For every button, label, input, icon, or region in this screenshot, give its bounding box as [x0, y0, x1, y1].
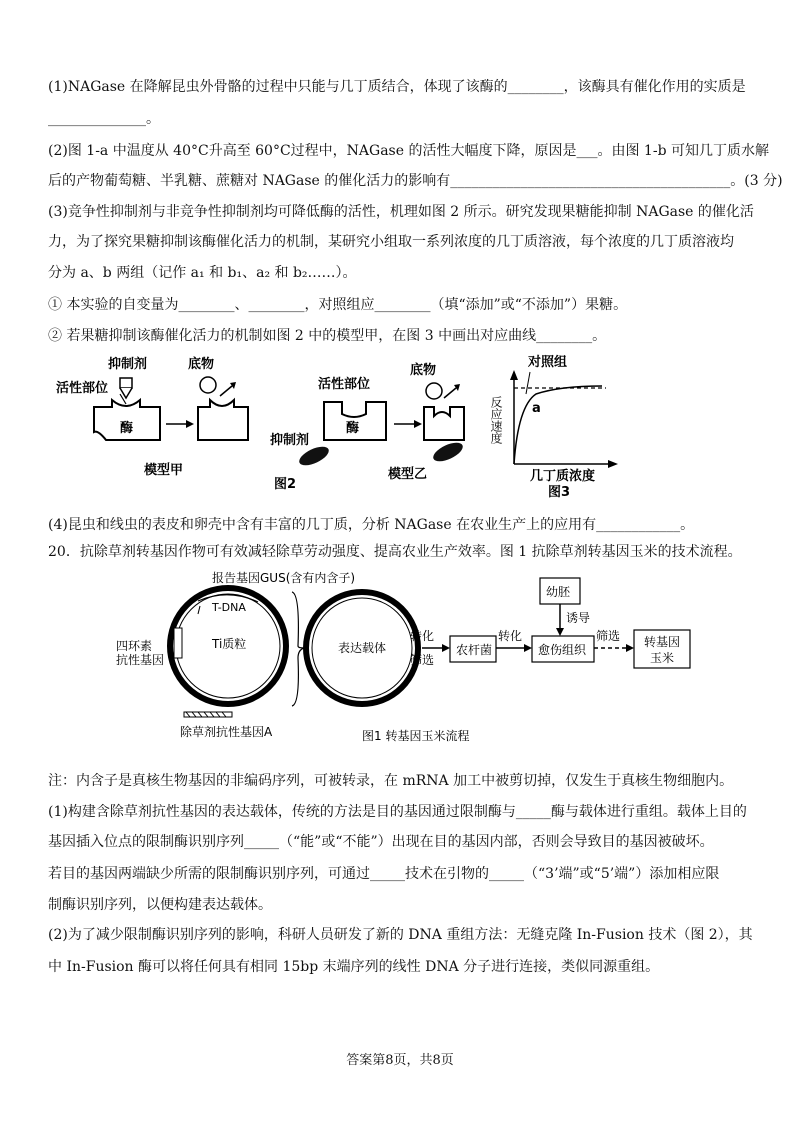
fig1-transform2: 转化	[498, 629, 523, 643]
page-footer: 答案第8页，共8页	[346, 1053, 454, 1068]
fig2-model-b-label: 模型乙	[388, 467, 428, 482]
q19-p3-line2: 力，为了探究果糖抑制该酶催化活力的机制，某研究小组取一系列浓度的几丁质溶液，每个浓度的几丁质溶液均	[48, 234, 734, 250]
q20-note: 注：内含子是真核生物基因的非编码序列，可被转录，在 mRNA 加工中被剪切掉，仅发生于真核生物细胞内。	[48, 773, 734, 789]
fig1-agro-label: 农杆菌	[456, 643, 493, 657]
fig2-enzyme-label: 酶	[120, 421, 134, 436]
fig1-transform1: 转化	[410, 629, 435, 643]
q20-intro: 20．抗除草剂转基因作物可有效减轻除草劳动强度、提高农业生产效率。图 1 抗除草剂转基因玉米的技术流程。	[48, 544, 742, 560]
fig1-screen2: 筛选	[596, 629, 621, 643]
fig1-tetra-label-1: 四环素	[116, 639, 153, 653]
inhibitor-shape	[120, 378, 132, 388]
q19-p3-item1: ① 本实验的自变量为________、________，对照组应________（填“添加”或“不添加”）果糖。	[48, 297, 628, 313]
fig3-control-label: 对照组	[528, 355, 568, 370]
q20-p2-line1: (2)为了减少限制酶识别序列的影响，科研人员研发了新的 DNA 重组方法：无缝克隆 In-Fusion 技术（图 2），其	[48, 927, 753, 943]
fig1-embryo-label: 幼胚	[546, 585, 571, 599]
figure-3-rate-curve	[484, 350, 624, 500]
fig1-callus-label: 愈伤组织	[538, 643, 587, 657]
enzyme-shape-a2	[198, 400, 248, 440]
figure-1-transgenic-flow	[100, 568, 700, 748]
figure-2-inhibition-models	[48, 352, 468, 497]
fig1-herbicide-label: 除草剂抗性基因A	[180, 725, 273, 739]
fig2-substrate-b-label: 底物	[410, 363, 437, 378]
q19-p2-line1: (2)图 1-a 中温度从 40°C升高至 60°C过程中，NAGase 的活性大幅度下降，原因是___。由图 1-b 可知几丁质水解	[48, 143, 769, 159]
fig2-active-site-b-label: 活性部位	[318, 377, 371, 392]
q19-p4: (4)昆虫和线虫的表皮和卵壳中含有丰富的几丁质，分析 NAGase 在农业生产上的应用有____________。	[48, 517, 695, 533]
fig2-inhibitor-b-label: 抑制剂	[270, 433, 310, 448]
q20-p1-line4: 制酶识别序列，以便构建表达载体。	[48, 897, 272, 913]
fig1-corn-label-2: 玉米	[650, 651, 675, 665]
fig2-caption: 图2	[274, 477, 297, 492]
fig1-gus-label: 报告基因GUS(含有内含子)	[212, 571, 356, 585]
fig1-ti-label: Ti质粒	[212, 637, 247, 651]
q19-p3-item2: ② 若果糖抑制该酶催化活力的机制如图 2 中的模型甲，在图 3 中画出对应曲线________。	[48, 328, 607, 344]
fig1-tdna-label: T-DNA	[212, 601, 246, 614]
fig1-corn-label-1: 转基因	[644, 635, 681, 649]
q19-p2-line2: 后的产物葡萄糖、半乳糖、蔗糖对 NAGase 的催化活力的影响有________________________________________。(3 分)	[48, 173, 783, 189]
enzyme-shape-b2	[424, 407, 464, 440]
fig1-tetra-label-2: 抗性基因	[116, 653, 165, 667]
q19-p1-line2: ______________。	[48, 111, 160, 127]
fig3-caption: 图3	[548, 485, 571, 500]
fig3-xlabel: 几丁质浓度	[530, 469, 596, 484]
fig2-active-site-label: 活性部位	[56, 381, 109, 396]
q19-p3-line3: 分为 a、b 两组（记作 a₁ 和 b₁、a₂ 和 b₂……）。	[48, 265, 357, 281]
fig2-enzyme-b-label: 酶	[346, 421, 360, 436]
q20-p1-line3: 若目的基因两端缺少所需的限制酶识别序列，可通过_____技术在引物的_____（“3’端”或“5’端”）添加相应限	[48, 866, 720, 882]
fig3-curve-label: a	[532, 401, 541, 416]
fig2-substrate-label: 底物	[188, 357, 215, 372]
fig2-model-a-label: 模型甲	[144, 463, 184, 478]
q19-p3-line1: (3)竞争性抑制剂与非竞争性抑制剂均可降低酶的活性，机理如图 2 所示。研究发现果糖能抑制 NAGase 的催化活	[48, 204, 754, 220]
substrate-shape-a	[200, 377, 216, 393]
fig1-screen1: 筛选	[410, 653, 435, 667]
substrate-shape-b	[426, 383, 442, 399]
fig1-expr-label: 表达载体	[338, 641, 387, 655]
q20-p2-line2: 中 In-Fusion 酶可以将任何具有相同 15bp 末端序列的线性 DNA 分子进行连接，类似同源重组。	[48, 959, 660, 975]
fig3-ylabel: 反应速度	[489, 396, 503, 444]
fig1-caption: 图1 转基因玉米流程	[362, 729, 470, 743]
q20-p1-line1: (1)构建含除草剂抗性基因的表达载体，传统的方法是目的基因通过限制酶与_____酶与载体进行重组。载体上目的	[48, 804, 747, 820]
q19-p1-line1: (1)NAGase 在降解昆虫外骨骼的过程中只能与几丁质结合，体现了该酶的________，该酶具有催化作用的实质是	[48, 79, 746, 95]
fig2-inhibitor-label: 抑制剂	[108, 357, 148, 372]
fig3-curve-a	[514, 386, 602, 464]
fig1-induce-label: 诱导	[566, 611, 591, 625]
q20-p1-line2: 基因插入位点的限制酶识别序列_____（“能”或“不能”）出现在目的基因内部，否则会导致目的基因被破坏。	[48, 834, 714, 850]
